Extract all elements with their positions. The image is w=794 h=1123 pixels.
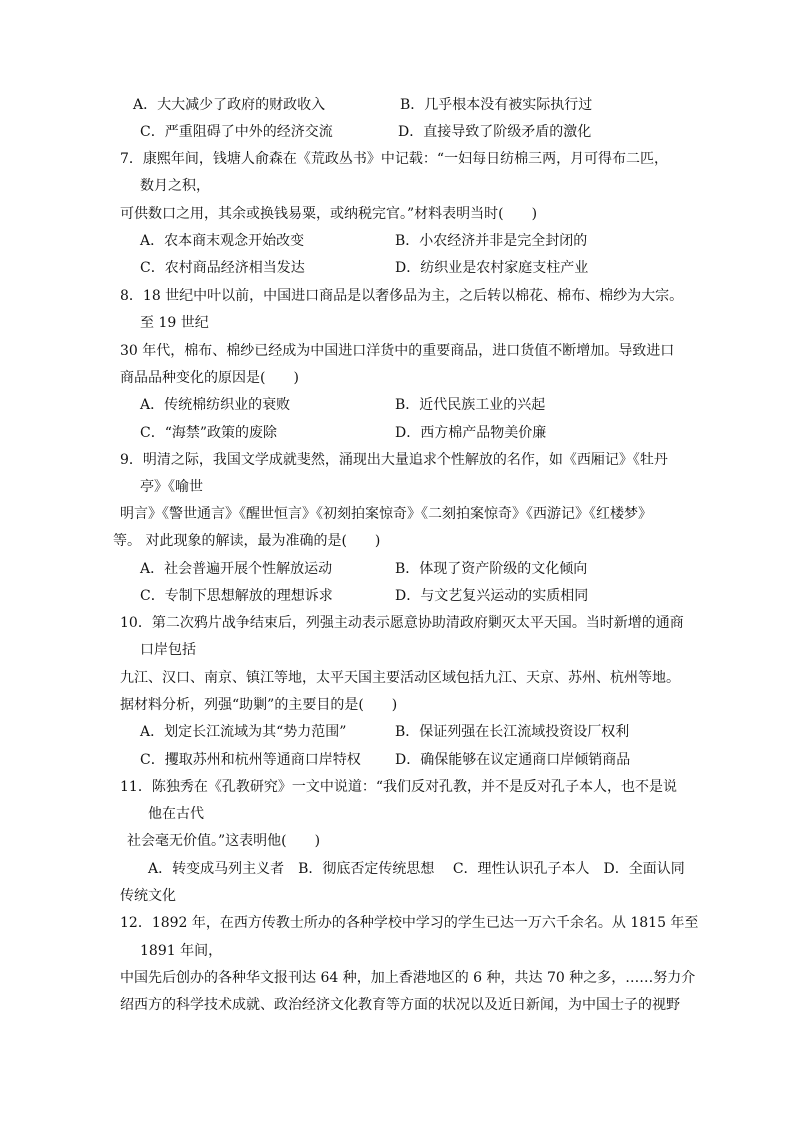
q6-option-b: B．几乎根本没有被实际执行过: [400, 97, 593, 113]
q7-stem-line-1: 7．康熙年间，钱塘人俞森在《荒政丛书》中记载：“一妇每日纺棉三两，月可得布二匹，: [120, 151, 669, 167]
q9-stem-line-1: 9．明清之际，我国文学成就斐然，涌现出大量追求个性解放的名作，如《西厢记》《牡丹: [120, 452, 668, 468]
q10-stem-line-2: 口岸包括: [140, 642, 196, 658]
q10-option-d: D．确保能够在议定通商口岸倾销商品: [395, 752, 631, 768]
q8-stem-line-3: 30 年代，棉布、棉纱已经成为中国进口洋货中的重要商品，进口货值不断增加。导致进口: [120, 343, 675, 359]
q8-option-d: D．西方棉产品物美价廉: [395, 425, 547, 441]
q7-option-a: A．农本商末观念开始改变: [140, 233, 305, 249]
q8-stem-line-2: 至 19 世纪: [140, 315, 209, 331]
q12-stem-line-3: 中国先后创办的各种华文报刊达 64 种，加上香港地区的 6 种，共达 70 种之多，……努力介: [120, 970, 696, 986]
q9-option-d: D．与文艺复兴运动的实质相同: [395, 588, 589, 604]
q10-stem-line-4: 据材料分析，列强“助剿”的主要目的是( ): [120, 697, 398, 713]
q9-option-a: A．社会普遍开展个性解放运动: [140, 561, 333, 577]
q8-option-a: A．传统棉纺织业的衰败: [140, 397, 291, 413]
q11-stem-line-1: 11．陈独秀在《孔教研究》一文中说道：“我们反对孔教，并不是反对孔子本人，也不是说: [120, 779, 677, 795]
q6-option-d: D．直接导致了阶级矛盾的激化: [398, 124, 592, 140]
q8-stem-line-1: 8．18 世纪中叶以前，中国进口商品是以奢侈品为主，之后转以棉花、棉布、棉纱为大宗。: [120, 288, 684, 304]
q9-option-c: C．专制下思想解放的理想诉求: [140, 588, 333, 604]
q12-stem-line-2: 1891 年间，: [140, 943, 223, 959]
q6-option-c: C．严重阻碍了中外的经济交流: [140, 124, 333, 140]
q9-stem-line-4: 等。 对此现象的解读，最为准确的是( ): [113, 533, 381, 549]
q8-stem-line-4: 商品品种变化的原因是( ): [120, 370, 299, 386]
q8-option-c: C．“海禁”政策的废除: [140, 425, 278, 441]
q10-stem-line-3: 九江、汉口、南京、镇江等地，太平天国主要活动区域包括九江、天京、苏州、杭州等地。: [120, 670, 680, 686]
q6-option-a: A．大大减少了政府的财政收入: [133, 97, 326, 113]
q7-option-c: C．农村商品经济相当发达: [140, 260, 305, 276]
q7-stem-line-3: 可供数口之用，其余或换钱易粟，或纳税完官。”材料表明当时( ): [120, 206, 538, 222]
q11-stem-line-3: 社会毫无价值。”这表明他( ): [127, 833, 321, 849]
q11-stem-line-2: 他在古代: [148, 806, 204, 822]
q7-option-d: D．纺织业是农村家庭支柱产业: [395, 260, 589, 276]
q10-option-b: B．保证列强在长江流域投资设厂权利: [395, 724, 630, 740]
q12-stem-line-1: 12．1892 年，在西方传教士所办的各种学校中学习的学生已达一万六千余名。从 1815 年至: [120, 915, 699, 931]
q11-options-line: A．转变成马列主义者 B．彻底否定传统思想 C．理性认识孔子本人 D．全面认同: [148, 861, 685, 877]
q8-option-b: B．近代民族工业的兴起: [395, 397, 546, 413]
q11-options-line-2: 传统文化: [120, 888, 176, 904]
q9-option-b: B．体现了资产阶级的文化倾向: [395, 561, 588, 577]
q10-option-c: C．攫取苏州和杭州等通商口岸特权: [140, 752, 361, 768]
q7-option-b: B．小农经济并非是完全封闭的: [395, 233, 588, 249]
q10-option-a: A．划定长江流域为其“势力范围”: [140, 724, 347, 740]
q12-stem-line-4: 绍西方的科学技术成就、政治经济文化教育等方面的状况以及近日新闻，为中国士子的视野: [120, 997, 680, 1013]
q7-stem-line-2: 数月之积，: [140, 178, 210, 194]
q9-stem-line-3: 明言》《警世通言》《醒世恒言》《初刻拍案惊奇》《二刻拍案惊奇》《西游记》《红楼梦》: [120, 506, 652, 522]
q9-stem-line-2: 亭》《喻世: [140, 479, 203, 495]
q10-stem-line-1: 10．第二次鸦片战争结束后，列强主动表示愿意协助清政府剿灭太平天国。当时新增的通商: [120, 615, 684, 631]
